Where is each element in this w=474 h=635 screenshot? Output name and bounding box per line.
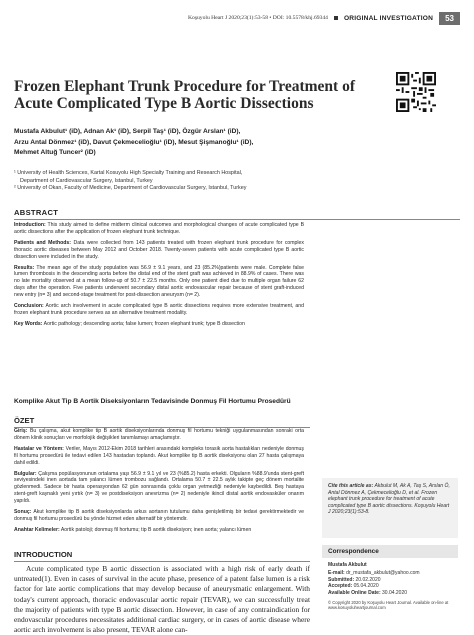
email-link[interactable]: dr_mustafa_akbulut@yahoo.com [346, 569, 420, 576]
label: Bulgular: [14, 470, 37, 477]
label: Patients and Methods: [14, 239, 71, 246]
correspondence-email [328, 570, 452, 577]
correspondence-body [322, 559, 458, 614]
text: Veriler, Mayıs 2012-Ekim 2018 tarihleri arasındaki kompleks torasik aorta hastalıkları nedeniyle donmuş fil hortumu prosedürü ile tedavi edilen 143 hastadan toplandı. Akut komplike tip B aortik diseksiyonu olan 27 hasta çalışmaya dahil edildi. [14, 445, 304, 466]
ozet-giris [14, 428, 304, 442]
author-line: Mehmet Altuğ Tuncer² (iD) [14, 149, 96, 156]
text: Data were collected from 143 patients treated with frozen elephant trunk procedure for complex thoracic aortic diseases between May 2012 and October 2018. Twenty-seven patients with acute complicated type B aortic dissection were included in the study. [14, 239, 304, 260]
label: E-mail: [328, 569, 345, 576]
label: Conclusion: [14, 303, 44, 310]
accepted-date [328, 583, 452, 590]
article-title: Frozen Elephant Trunk Procedure for Treatment of Acute Complicated Type B Aortic Dissections [14, 78, 355, 112]
affiliation-line: ² University of Okan, Faculty of Medicine, Department of Cardiovascular Surgery, Istanbul, Turkey [14, 185, 247, 192]
label: Accepted: [328, 583, 353, 590]
abstract-introduction [14, 222, 304, 236]
label: Submitted: [328, 576, 355, 583]
text: Aortic arch involvement in acute complicated type B aortic dissections requires more extensive treatment, and frozen elephant trunk procedure serves as an alternative treatment modality. [14, 303, 304, 316]
submitted-date [328, 577, 452, 584]
abstract-conclusion [14, 303, 304, 317]
ozet-body [14, 428, 304, 538]
value: 20.02.2020 [355, 576, 381, 583]
label: Available Online Date: [328, 590, 381, 597]
text: Akut komplike tip B aortik diseksiyonlarda arkus aortanın tutulumu daha genişletilmiş bir tedavi gerektirmektedir ve donmuş fil hortumu prosedürü bu yönde hizmet eden alternatif bir yöntemdir. [14, 509, 304, 522]
cite-text: Akbulut M, Ak A, Taş S, Arslan Ö, Antal Dönmez A, Çekmecelioğlu D, et al. Frozen elephant trunk procedure for treatment of acute complicated type B aortic dissections. Koşuyolu Heart J 2020;23(1):53-8. [328, 483, 450, 516]
label: Key Words: [14, 320, 43, 327]
value: 30.04.2020 [382, 590, 408, 597]
header-separator [334, 16, 338, 20]
abstract-keywords [14, 321, 304, 328]
online-date [328, 590, 452, 597]
ozet-heading: ÖZET [14, 416, 310, 428]
abstract-body [14, 222, 304, 332]
label: Sonuç: [14, 509, 32, 516]
label: Anahtar Kelimeler: [14, 526, 60, 533]
author-list [14, 127, 394, 159]
text: Aortic pathology; descending aorta; false lumen; frozen elephant trunk; type B dissection [43, 320, 245, 327]
introduction-text: Acute complicated type B aortic dissection is associated with a high risk of early death if untreated(1). Even in cases of survival in the acute phase, presence of a patent false lumen is a risk factor for late aortic complications that may develop because of aneurysmatic enlargement. With today's current approach, thoracic endovascular aortic repair (TEVAR), we can successfully treat the majority of patients with type B aortic dissection. However, in case of any contraindication for endovascular procedures necessitates additional cardiac surgery, or in cases of aortic disease where aortic arch involvement is also present, TEVAR alone can- [14, 564, 310, 635]
ozet-bulgular [14, 471, 304, 506]
abstract-heading: ABSTRACT [14, 208, 460, 220]
correspondence-heading: Correspondence [322, 545, 458, 558]
ozet-anahtar [14, 527, 304, 534]
page-number: 53 [439, 12, 460, 25]
author-line: Mustafa Akbulut¹ (iD), Adnan Ak¹ (iD), Serpil Taş¹ (iD), Özgür Arslan¹ (iD), [14, 128, 241, 135]
ozet-hastalar [14, 446, 304, 467]
section-label: ORIGINAL INVESTIGATION [343, 14, 434, 22]
text: Bu çalışma, akut komplike tip B aortik diseksiyonlarında donmuş fil hortumu tekniği uygulanmasından sonraki orta dönem klinik sonuçları ve morfolojik değişikleri tanımlamayı amaçlamıştır. [14, 428, 304, 441]
page-header [14, 10, 460, 26]
text: Aortik patoloji; donmuş fil hortumu; tip B aortik diseksiyon; inen aorta; yalancı lümen [60, 526, 252, 533]
abstract-results [14, 265, 304, 300]
copyright-note: © Copyright 2020 by Koşuyolu Heart Journal. Available on-line at www.kosuyoluheartjournal.com [328, 599, 449, 611]
affiliation-line: ¹ University of Health Sciences, Kartal Kosuyolu High Specialty Training and Research Hospital, [14, 170, 243, 176]
label: Hastalar ve Yöntem: [14, 445, 64, 452]
value: 05.04.2020 [353, 583, 379, 590]
journal-citation: Koşuyolu Heart J 2020;23(1):53-58 • DOI: 10.5578/khj.69344 [188, 15, 328, 21]
cite-box [322, 478, 458, 538]
text: Çalışma popülasyonunun ortalama yaşı 56.9 ± 9.1 yıl ve 23 (%85.2) hasta erkekti. Olguların %88.9'unda stent-greft seviyesindeki inen aortada tam yalancı lümen trombozu sağlandı. Ortalama 50.7 ± 22.5 aylık takipte geç dönem mortalite gözlenmedi. Sadece bir hasta operasyondan 62 gün sonrasında çoklu organ yetmezliği nedeniyle kaybedildi. Beş hastaya stent-greft kaynaklı yeni yırtık (n= 3) ve postdiseksiyon anevrizma (n= 2) nedeniyle ikincil distal aortik endovasküler onarım yapıldı. [14, 470, 304, 505]
author-line: Arzu Antal Dönmez¹ (iD), Davut Çekmecelioğlu¹ (iD), Mesut Şişmanoğlu¹ (iD), [14, 138, 254, 146]
label: Introduction: [14, 222, 46, 228]
qr-code-icon [396, 72, 436, 112]
affiliation-line: Department of Cardiovascular Surgery, Istanbul, Turkey [20, 177, 153, 184]
corresponding-author: Mustafa Akbulut [328, 562, 367, 568]
affiliations [14, 170, 414, 193]
turkish-title: Komplike Akut Tip B Aortik Diseksiyonların Tedavisinde Donmuş Fil Hortumu Prosedürü [14, 398, 291, 405]
cite-label: Cite this article as: [328, 483, 374, 489]
label: Giriş: [14, 428, 28, 434]
abstract-methods [14, 240, 304, 261]
text: This study aimed to define midterm clinical outcomes and morphological changes of acute complicated type B aortic dissections after the application of frozen elephant trunk technique. [14, 222, 304, 235]
text: The mean age of the study population was 56.9 ± 9.1 years, and 23 (85.2%)patients were male. Complete false lumen thrombosis in the descending aorta before the distal end of the stent graft was achieved in 88.9% of cases. There was no late mortality observed at a mean follow-up of 50.7 ± 22.5 months. Only one patient died due to multiple organ failure 62 days after the operation. Five patients underwent secondary distal aortic endovascular repair because of stent graft-induced new entry (n= 3) and second-stage treatment for post-dissection aneurysm (n= 2). [14, 264, 304, 299]
introduction-heading: INTRODUCTION [14, 550, 310, 562]
label: Results: [14, 264, 35, 271]
ozet-sonuc [14, 509, 304, 523]
